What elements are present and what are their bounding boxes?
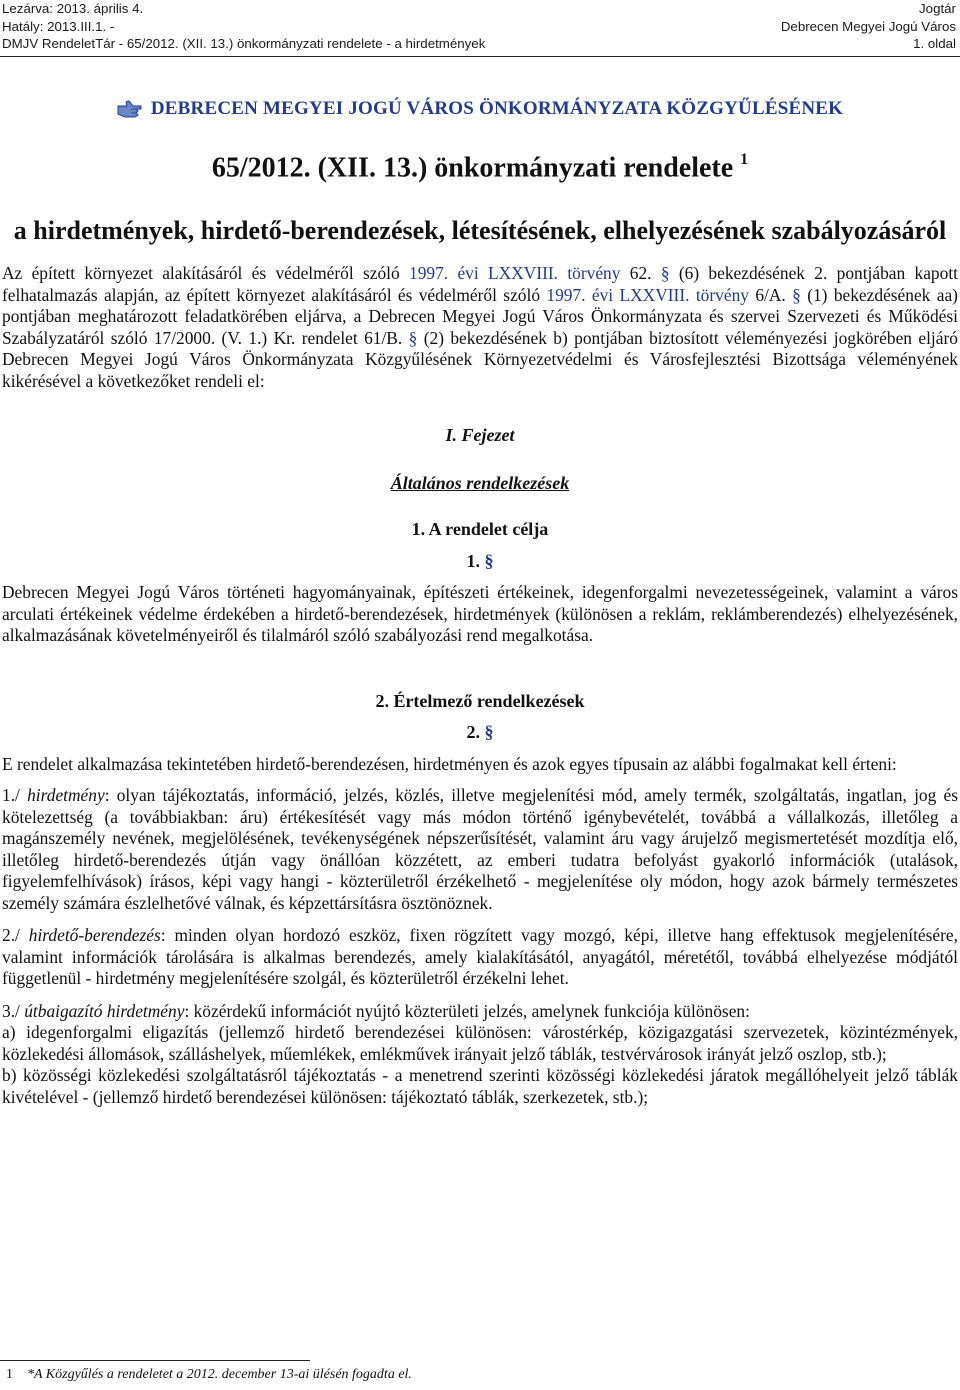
publisher: Jogtár xyxy=(919,1,956,16)
definition-3-term: útbaigazító hirdetmény xyxy=(24,1000,185,1021)
paragraph-1-text: Debrecen Megyei Jogú Város történeti hagyományainak, építészeti értékeinek, idegenforgalmi nevezetességeinek, valamint a város arculati értékeinek védelme érdekében a hirdető-berendezések, hirdetmények (különösen a reklám, reklámberendezés) elhelyezésének, alkalmazásának követelményeiről és tilalmáról szóló szabályozási rend megalkotása. xyxy=(2,582,958,646)
section-link-3[interactable]: § xyxy=(408,327,418,348)
issuer-heading xyxy=(2,98,958,120)
section-link-2[interactable]: § xyxy=(792,284,801,305)
preamble-text-4: 6/A. xyxy=(755,284,786,305)
chapter-title: Általános rendelkezések xyxy=(390,472,570,493)
preamble-text-6: (2) bekezdésének b) pontjában biztosított véleményezési jogkörében eljáró Debrecen Megyei Jogú Város Önkormányzata Közgyűlésének Környezetvédelmi és Városfejlesztési Bizottsága véleményének kikérésével a következőket rendeli el: xyxy=(2,327,958,391)
chapter-heading: I. Fejezet xyxy=(445,425,515,446)
page-header xyxy=(0,0,960,56)
paragraph-2-intro: E rendelet alkalmazása tekintetében hirdető-berendezésen, hirdetményen és azok egyes típusain az alábbi fogalmakat kell érteni: xyxy=(2,753,897,774)
footnote-number: 1 xyxy=(6,1367,13,1382)
definition-3-item-b: b) közösségi közlekedési szolgáltatásról tájékoztatás - a menetrend szerinti közösségi közlekedési járatok megállóhelyeit jelző táblák kivételével - (jellemző hirdető berendezései különösen: tájékoztató táblák, szerkezetek, stb.); xyxy=(2,1065,958,1107)
section-2-title: 2. Értelmező rendelkezések xyxy=(375,690,585,711)
paragraph-1-heading xyxy=(2,551,958,573)
preamble-text-2: 62. xyxy=(629,263,652,284)
footnote xyxy=(6,1367,412,1383)
paragraph-2-number: 2. xyxy=(466,722,480,743)
issuer-name: DEBRECEN MEGYEI JOGÚ VÁROS ÖNKORMÁNYZATA KÖZGYŰLÉSÉNEK xyxy=(150,98,844,119)
preamble-text-3: (6) bekezdésének 2. pontjában kapott felhatalmazás alapján, az épített környezet alakításáról és védelméről szóló xyxy=(2,263,958,305)
section-1-title: 1. A rendelet célja xyxy=(411,519,549,540)
definition-1-term: hirdetmény xyxy=(27,785,105,806)
definition-1-text: : olyan tájékoztatás, információ, jelzés, közlés, illetve megjelenítési mód, amely termék, szolgáltatás, ingatlan, jog és kötelezettség (a továbbiakban: áru) értékesítését vagy más módon történő igénybevételét, továbbá a vállalkozás, illetőleg a magánszemély nevének, megjelölésének, tevékenységének népszerűsítését, valamint áru vagy árujelző megismertetését mozdítja elő, illetőleg hirdető-berendezés útján vagy önállóan közzétett, az emberi tudatra befolyást gyakorló információk (utalások, figyelemfelhívások) írásos, képi vagy hangi - közterületről érzékelhető - megjelenítése oly módon, hogy azok bármely természetes személy számára észlelhetővé válnak, és képzettársításra ösztönöznek. xyxy=(2,785,958,913)
definition-3-text: : közérdekű információt nyújtó közterületi jelzés, amelynek funkciója különösen: xyxy=(184,1000,750,1021)
page-number: 1. oldal xyxy=(913,36,956,51)
definition-3-item-a: a) idegenforgalmi eligazítás (jellemző hirdető berendezései különösen: várostérkép, közigazgatási szervezetek, közintézmények, közlekedési állomások, szálláshelyek, műemlékek, emlékművek irányait jelző táblák, testvérvárosok irányát jelző oszlop, stb.); xyxy=(2,1022,958,1064)
section-link-1[interactable]: § xyxy=(660,263,670,284)
law-link-2[interactable]: 1997. évi LXXVIII. törvény xyxy=(546,284,749,305)
closing-date: Lezárva: 2013. április 4. xyxy=(2,1,144,16)
definition-2-text: : minden olyan hordozó eszköz, fixen rögzített vagy mozgó, képi, illetve hang effektusok megjelenítésére, valamint információk tárolására is alkalmas berendezés, amely kialakításától, anyagától, méretétől, továbbá elhelyezése módjától függetlenül - hirdetmény megjelenítésére szolgál, és közterületről érzékelni lehet. xyxy=(2,925,958,989)
paragraph-2-symbol[interactable]: § xyxy=(484,722,494,743)
regulation-number-text: 65/2012. (XII. 13.) önkormányzati rendelete xyxy=(211,152,734,184)
effective-date: Hatály: 2013.III.1. - xyxy=(2,18,115,34)
header-right xyxy=(781,0,956,53)
definition-3 xyxy=(2,1001,958,1023)
municipality: Debrecen Megyei Jogú Város xyxy=(780,18,956,34)
footnote-text: *A Közgyűlés a rendeletet a 2012. december 13-ai ülésén fogadta el. xyxy=(27,1367,412,1382)
definition-2-term: hirdető-berendezés xyxy=(28,925,161,946)
preamble-text-1: Az épített környezet alakításáról és védelméről szóló xyxy=(2,263,400,284)
preamble xyxy=(2,263,958,392)
footnote-divider xyxy=(0,1360,310,1361)
definition-3-number: 3./ xyxy=(2,1000,20,1021)
definition-2-number: 2./ xyxy=(2,925,20,946)
law-link-1[interactable]: 1997. évi LXXVIII. törvény xyxy=(409,263,621,284)
document-body xyxy=(2,98,958,1108)
definition-1 xyxy=(2,785,958,914)
regulation-number xyxy=(2,142,958,188)
header-divider xyxy=(0,56,960,57)
pointing-hand-icon xyxy=(117,100,143,118)
paragraph-1-symbol[interactable]: § xyxy=(484,550,494,571)
preamble-text-5: (1) bekezdésének aa) pontjában meghatározott feladatkörében eljárva, a Debrecen Megyei Jogú Város Önkormányzata és szervei Szervezeti és Működési Szabályzatáról szóló 17/2000. (V. 1.) Kr. rendelet 61/B. xyxy=(2,284,958,348)
footnote-reference[interactable]: 1 xyxy=(740,151,749,168)
definition-1-number: 1./ xyxy=(2,785,20,806)
paragraph-2-heading xyxy=(2,722,958,744)
definition-2 xyxy=(2,925,958,990)
paragraph-1-number: 1. xyxy=(466,550,480,571)
document-reference: DMJV RendeletTár - 65/2012. (XII. 13.) önkormányzati rendelete - a hirdetmények xyxy=(2,36,486,51)
header-left xyxy=(2,0,485,53)
regulation-subject: a hirdetmények, hirdető-berendezések, létesítésének, elhelyezésének szabályozásáról xyxy=(13,216,947,246)
